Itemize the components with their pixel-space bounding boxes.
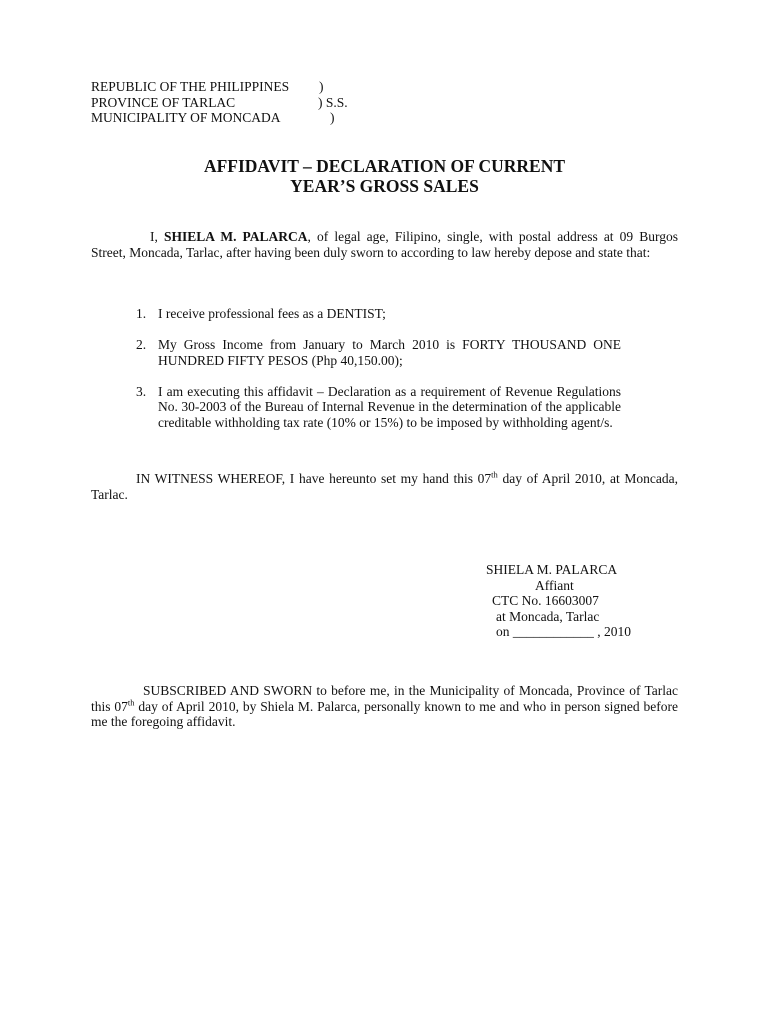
signatory-name: SHIELA M. PALARCA (486, 562, 618, 577)
venue-line-province (91, 95, 491, 111)
venue-republic: REPUBLIC OF THE PHILIPPINES (91, 79, 290, 94)
witness-text-before: IN WITNESS WHEREOF, I have hereunto set my hand this 07 (136, 471, 492, 486)
venue-caption (91, 79, 491, 126)
venue-ss-marker: ) S.S. (318, 94, 348, 110)
signature-block (486, 562, 706, 640)
venue-line-republic (91, 79, 491, 95)
intro-paragraph (91, 229, 678, 260)
witness-paragraph (91, 471, 678, 502)
affiant-name: SHIELA M. PALARCA (163, 229, 308, 244)
ctc-place: at Moncada, Tarlac (496, 608, 600, 624)
item-number: 3. (136, 383, 147, 399)
venue-province: PROVINCE OF TARLAC (91, 94, 236, 110)
list-item (91, 384, 621, 431)
signatory-role: Affiant (535, 577, 574, 593)
witness-ordinal-suffix: th (491, 469, 498, 480)
ctc-date: on ____________ , 2010 (496, 624, 631, 639)
intro-lead: I, (150, 229, 164, 244)
ctc-number: CTC No. 16603007 (492, 593, 599, 608)
title-line-1: AFFIDAVIT – DECLARATION OF CURRENT (203, 156, 566, 176)
venue-bracket: ) (330, 110, 335, 125)
item-number: 1. (136, 306, 147, 321)
venue-municipality: MUNICIPALITY OF MONCADA (91, 110, 281, 125)
intro-text: , of legal age, Filipino, single, with postal address at 09 Burgos Street, Moncada, Tarlac, after having been duly sworn to according to law hereby depose and state that: (91, 229, 679, 260)
document-title (91, 156, 678, 196)
venue-line-municipality (91, 110, 491, 126)
jurat-ordinal-suffix: th (127, 697, 135, 707)
list-item (91, 306, 621, 322)
statement-list (91, 306, 621, 446)
title-line-2: YEAR’S GROSS SALES (290, 176, 479, 196)
venue-bracket: ) (319, 79, 324, 94)
list-item (91, 337, 621, 368)
jurat-text-before: SUBSCRIBED AND SWORN to before me, in the Municipality of Moncada, Province of Tarlac this 07 (91, 683, 678, 714)
jurat-text-after: day of April 2010, by Shiela M. Palarca, personally known to me and who in person signed before me the foregoing affidavit. (91, 698, 679, 729)
jurat-paragraph (91, 683, 678, 730)
witness-text-after: day of April 2010, at Moncada, Tarlac. (91, 471, 678, 502)
item-number: 2. (136, 337, 147, 352)
item-text: I receive professional fees as a DENTIST; (158, 306, 386, 321)
item-text: My Gross Income from January to March 2010 is FORTY THOUSAND ONE HUNDRED FIFTY PESOS (Php 40,150.00); (158, 337, 621, 368)
item-text: I am executing this affidavit – Declaration as a requirement of Revenue Regulations No. 30-2003 of the Bureau of Internal Revenue in the determination of the applicable creditable withholding tax rate (10% or 15%) to be imposed by withholding agent/s. (158, 383, 621, 430)
